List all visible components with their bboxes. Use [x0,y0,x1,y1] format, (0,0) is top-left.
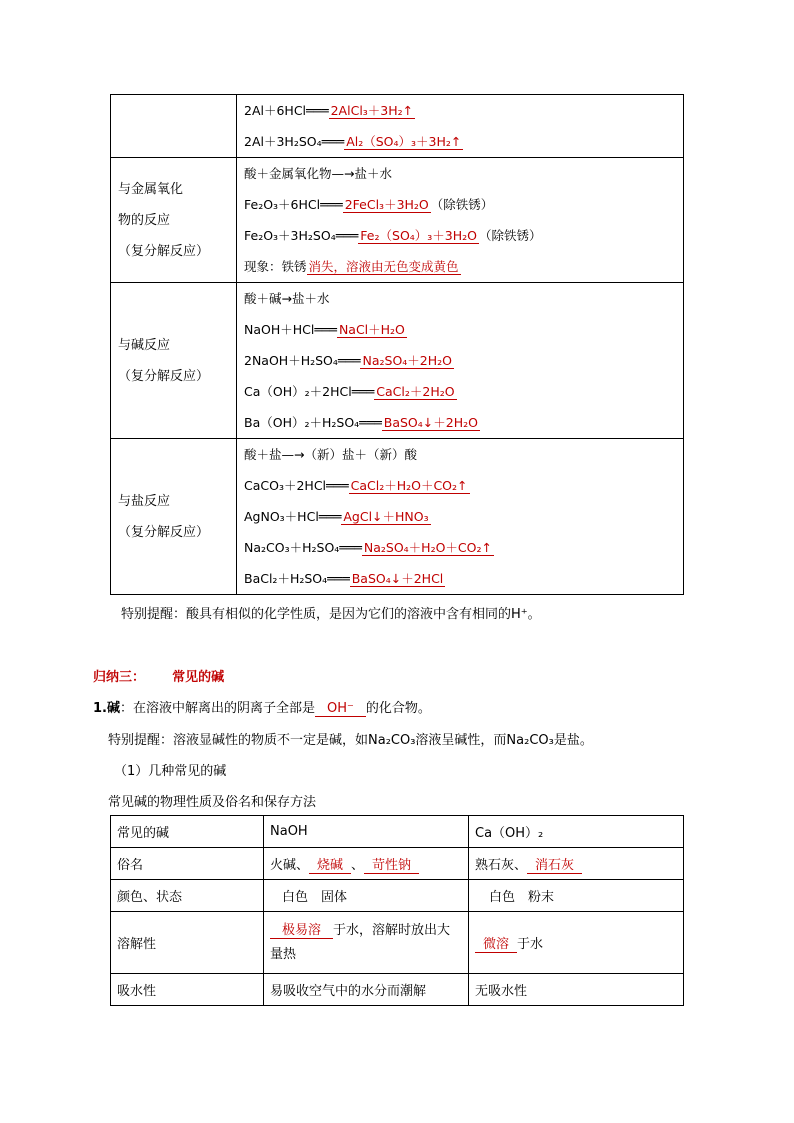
answer-blank: Al₂（SO₄）₃＋3H₂↑ [346,134,462,149]
table-row [111,880,684,912]
answer-blank: NaCl＋H₂O [338,322,405,337]
table-cell: 无吸水性 [469,974,684,1006]
equation-line: Fe₂O₃＋6HCl═══ 2FeCl₃＋3H₂O （除铁锈） [244,197,494,212]
answer-blank: 消石灰 [527,858,582,874]
answer-blank: 烧碱 [309,858,351,874]
category-cell: 与金属氧化 物的反应 （复分解反应） [111,158,237,283]
phenomenon-line: 现象：铁锈 消失，溶液由无色变成黄色 [244,259,459,274]
acid-reactions-table [110,94,684,595]
equation-line: Fe₂O₃＋3H₂SO₄═══ Fe₂（SO₄）₃＋3H₂O （除铁锈） [244,228,542,243]
row-label: 吸水性 [111,974,264,1006]
equation-line: Ca（OH）₂＋2HCl═══ CaCl₂＋2H₂O [244,384,455,399]
answer-blank: BaSO₄↓＋2H₂O [383,415,478,430]
table-caption: 常见碱的物理性质及俗名和保存方法 [108,795,317,810]
category-cell [111,95,237,158]
table-cell: 白色 固体 [264,880,469,912]
answer-blank: 2AlCl₃＋3H₂↑ [330,103,414,118]
equation-line: AgNO₃＋HCl═══ AgCl↓＋HNO₃ [244,509,429,524]
reaction-rule: 酸＋碱→盐＋水 [244,291,330,306]
answer-blank: BaSO₄↓＋2HCl [351,571,444,586]
answer-blank: 苛性钠 [364,858,419,874]
section-label: 归纳三： [93,670,146,685]
equation-line: 2NaOH＋H₂SO₄═══ Na₂SO₄＋2H₂O [244,353,452,368]
category-cell: 与盐反应 （复分解反应） [111,439,237,595]
category-cell: 与碱反应 （复分解反应） [111,283,237,439]
equations-cell [237,158,684,283]
answer-blank: 极易溶 [270,923,333,939]
table-row [111,912,684,974]
table-row [111,974,684,1006]
common-bases-table [110,815,684,1006]
table-row [111,848,684,880]
header-cell: 常见的碱 [111,816,264,848]
answer-blank: Na₂SO₄＋H₂O＋CO₂↑ [363,540,492,555]
equations-cell [237,439,684,595]
equation-line: 2Al＋6HCl═══ 2AlCl₃＋3H₂↑ [244,103,414,118]
reaction-rule: 酸＋盐—→（新）盐＋（新）酸 [244,447,417,462]
section-heading [93,666,224,685]
equation-line: Na₂CO₃＋H₂SO₄═══ Na₂SO₄＋H₂O＋CO₂↑ [244,540,492,555]
answer-blank: 消失，溶液由无色变成黄色 [308,259,459,274]
table-row [111,439,684,595]
table-cell: 极易溶 于水，溶解时放出大 量热 [264,912,469,974]
answer-blank: AgCl↓＋HNO₃ [343,509,429,524]
table-row [111,158,684,283]
table-row [111,283,684,439]
answer-blank: CaCl₂＋H₂O＋CO₂↑ [350,478,468,493]
table-cell: 白色 粉末 [469,880,684,912]
equation-line: Ba（OH）₂＋H₂SO₄═══ BaSO₄↓＋2H₂O [244,415,478,430]
equation-line: 2Al＋3H₂SO₄═══ Al₂（SO₄）₃＋3H₂↑ [244,134,462,149]
sub-heading: （1）几种常见的碱 [114,764,227,779]
table-cell: 微溶 于水 [469,912,684,974]
answer-blank: CaCl₂＋2H₂O [376,384,455,399]
reaction-rule: 酸＋金属氧化物—→盐＋水 [244,166,392,181]
row-label: 俗名 [111,848,264,880]
header-cell: Ca（OH）₂ [469,816,684,848]
answer-blank: Na₂SO₄＋2H₂O [362,353,452,368]
section-title: 常见的碱 [172,670,225,685]
base-definition: 1.碱：在溶液中解离出的阴离子全部是 OH⁻ 的化合物。 [93,701,431,716]
table-row [111,95,684,158]
acid-tip: 特别提醒：酸具有相似的化学性质，是因为它们的溶液中含有相同的H⁺。 [121,607,541,622]
row-label: 溶解性 [111,912,264,974]
answer-blank: 微溶 [475,937,517,953]
table-cell: 易吸收空气中的水分而潮解 [264,974,469,1006]
equations-cell [237,95,684,158]
answer-blank: OH⁻ [315,701,366,717]
base-tip: 特别提醒：溶液显碱性的物质不一定是碱，如Na₂CO₃溶液呈碱性，而Na₂CO₃是盐。 [108,733,593,748]
equation-line: BaCl₂＋H₂SO₄═══ BaSO₄↓＋2HCl [244,571,444,586]
table-cell: 熟石灰、 消石灰 [469,848,684,880]
equations-cell [237,283,684,439]
equation-line: CaCO₃＋2HCl═══ CaCl₂＋H₂O＋CO₂↑ [244,478,468,493]
table-cell: 火碱、 烧碱 、 苛性钠 [264,848,469,880]
equation-line: NaOH＋HCl═══ NaCl＋H₂O [244,322,405,337]
header-cell: NaOH [264,816,469,848]
answer-blank: 2FeCl₃＋3H₂O [344,197,429,212]
table-header-row [111,816,684,848]
row-label: 颜色、状态 [111,880,264,912]
answer-blank: Fe₂（SO₄）₃＋3H₂O [360,228,478,243]
